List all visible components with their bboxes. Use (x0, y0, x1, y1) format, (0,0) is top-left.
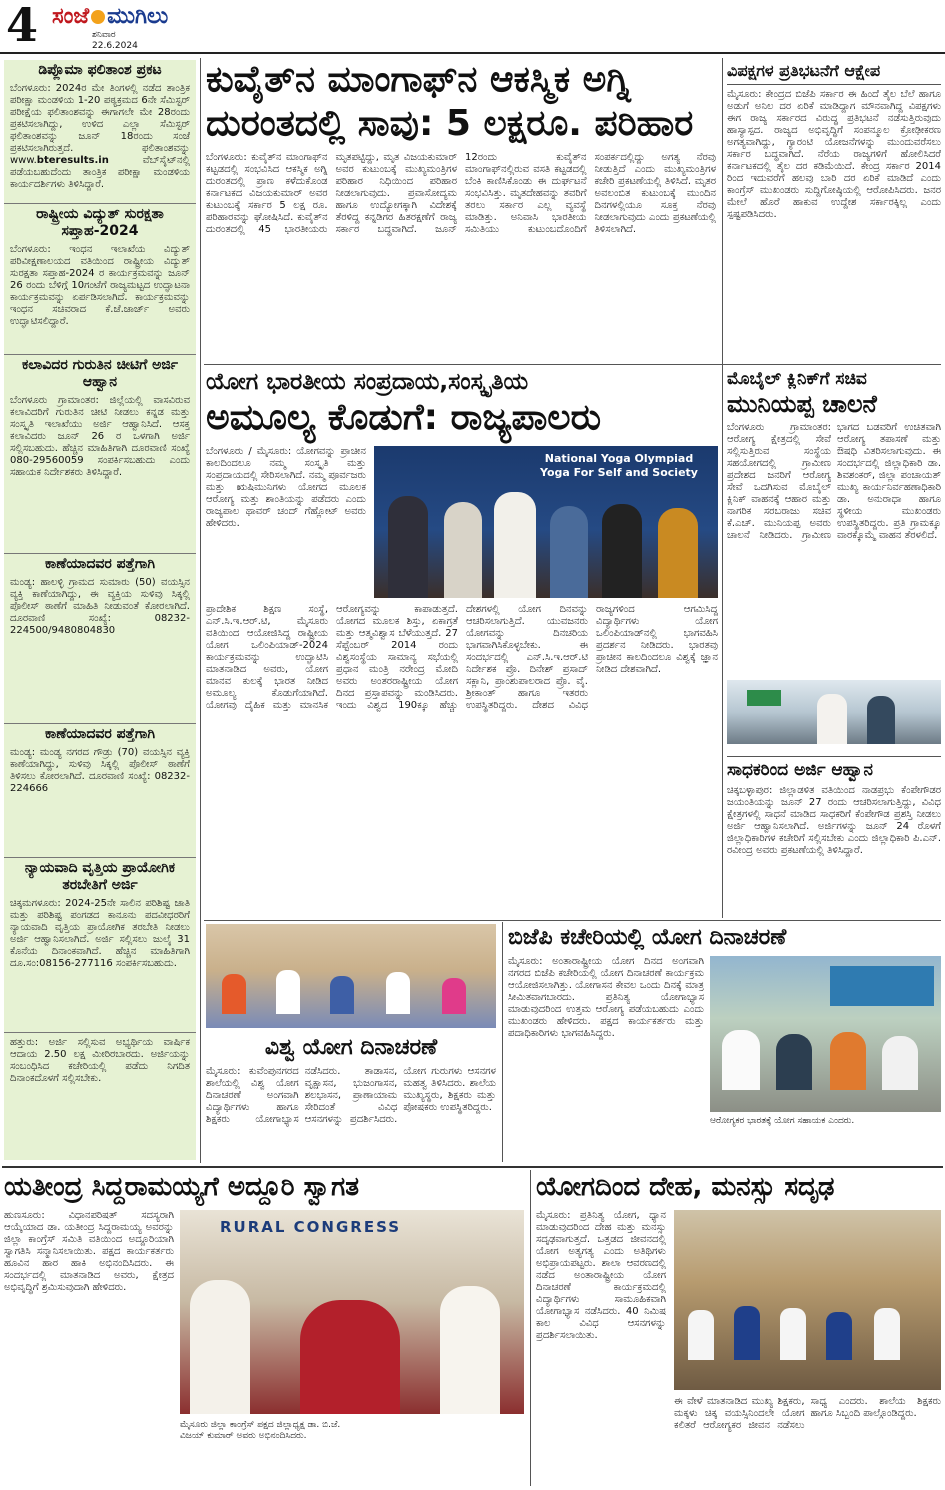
section-rule (204, 920, 941, 921)
student-figure (734, 1306, 760, 1360)
photo-caption: ಮೈಸೂರು ಜಿಲ್ಲಾ ಕಾಂಗ್ರೆಸ್ ಪಕ್ಷದ ಜಿಲ್ಲಾಧ್ಯಕ್ಷ ಡಾ. ಬಿ.ಜೆ. ವಿಜಯ್ ಕುಮಾರ್ ಅವರು ಅಭಿನಂದಿಸಿದರು. (180, 1420, 341, 1441)
notice-body: ಮಂಡ್ಯ: ಮಂಡ್ಯ ನಗರದ ಗೌಡ್ರು (70) ವಯಸ್ಸಿನ ವ್ಯಕ್ತಿ ಕಾಣೆಯಾಗಿದ್ದು, ಸುಳಿವು ಸಿಕ್ಕಲ್ಲಿ ಪೊಲೀಸ್ ಠಾಣೆಗೆ ತಿಳಿಸಲು ಕೋರಲಾಗಿದೆ. ದೂರವಾಣಿ ಸಂಖ್ಯೆ: 08232-224666 (10, 747, 190, 794)
headline: ವಿಪಕ್ಷಗಳ ಪ್ರತಿಭಟನೆಗೆ ಆಕ್ಷೇಪ (727, 60, 941, 85)
person-figure (722, 1030, 760, 1090)
headline: ವಿಶ್ವ ಯೋಗ ದಿನಾಚರಣೆ (264, 1035, 438, 1060)
photo-banner: RURAL CONGRESS (220, 1218, 402, 1236)
results-link[interactable]: bteresults.in (36, 155, 109, 166)
side-story (727, 60, 941, 362)
notice-title: ರಾಷ್ಟ್ರೀಯ ವಿದ್ಯುತ್ ಸುರಕ್ಷತಾ ಸಪ್ತಾಹ-2024 (4, 203, 196, 242)
student-figure (874, 1308, 900, 1360)
person-figure (776, 1034, 812, 1090)
notice-title: ಕಲಾವಿದರ ಗುರುತಿನ ಚೀಟಿಗೆ ಅರ್ಜಿ ಆಹ್ವಾನ (4, 354, 196, 393)
column-rule (722, 58, 723, 918)
notice-title: ಕಾಣೆಯಾದವರ ಪತ್ತೆಗಾಗಿ (4, 553, 196, 575)
student-figure (780, 1308, 806, 1360)
photo-caption: ಆರೋಗ್ಯಕರ ಭಾರತಕ್ಕೆ ಯೋಗ ಸಹಾಯಕ ಎಂದರು. (710, 1116, 855, 1126)
student-figure (688, 1310, 714, 1360)
sun-icon (91, 10, 105, 24)
story-body: ಬೆಂಗಳೂರು ಗ್ರಾಮಾಂತರ: ಆರೋಗ್ಯ ಕ್ಷೇತ್ರದಲ್ಲಿ ಸೇವೆ ಸಲ್ಲಿಸುತ್ತಿರುವ ಸಂಸ್ಥೆಯ ಸಹಯೋಗದಲ್ಲಿ ಗ್ರಾಮೀಣ ಪ್ರದೇಶದ ಜನರಿಗೆ ಆರೋಗ್ಯ ಸೇವೆ ಒದಗಿಸುವ ಮೊಬೈಲ್ ಕ್ಲಿನಿಕ್ ವಾಹನಕ್ಕೆ ಆಹಾರ ಮತ್ತು ನಾಗರಿಕ ಸರಬರಾಜು ಸಚಿವ ಕೆ.ಎಚ್. ಮುನಿಯಪ್ಪ ಅವರು ಚಾಲನೆ ನೀಡಿದರು. ಗ್ರಾಮೀಣ ಭಾಗದ ಬಡವರಿಗೆ ಉಚಿತವಾಗಿ ಆರೋಗ್ಯ ತಪಾಸಣೆ ಮತ್ತು ಔಷಧಿ ವಿತರಿಸಲಾಗುವುದು. ಈ ಸಂದರ್ಭದಲ್ಲಿ ಜಿಲ್ಲಾಧಿಕಾರಿ ಡಾ. ಶಿವಶಂಕರ್, ಜಿಲ್ಲಾ ಪಂಚಾಯತ್ ಮುಖ್ಯ ಕಾರ್ಯನಿರ್ವಹಣಾಧಿಕಾರಿ ಡಾ. ಅನುರಾಧಾ ಹಾಗೂ ಸ್ಥಳೀಯ ಮುಖಂಡರು ಉಪಸ್ಥಿತರಿದ್ದರು. ಪ್ರತಿ ಗ್ರಾಮಕ್ಕೂ ವಾರಕ್ಕೊಮ್ಮೆ ವಾಹನ ತೆರಳಲಿದೆ. (727, 422, 941, 541)
page-number: 4 (6, 0, 39, 52)
notice-body: ಮಂಡ್ಯ: ಹಾಲಳ್ಳಿ ಗ್ರಾಮದ ಸುಮಾರು (50) ವಯಸ್ಸಿನ ವ್ಯಕ್ತಿ ಕಾಣೆಯಾಗಿದ್ದು, ಈ ವ್ಯಕ್ತಿಯ ಸುಳಿವು ಸಿಕ್ಕಲ್ಲಿ ಪೊಲೀಸ್ ಠಾಣೆಗೆ ಮಾಹಿತಿ ನೀಡುವಂತೆ ಕೋರಲಾಗಿದೆ. ದೂರವಾಣಿ ಸಂಖ್ಯೆ: 08232-224500/9480804830 (10, 577, 190, 636)
person-figure (190, 1280, 250, 1414)
headline: ದುರಂತದಲ್ಲಿ ಸಾವು: 5 ಲಕ್ಷರೂ. ಪರಿಹಾರ (206, 103, 694, 144)
student-figure (276, 970, 300, 1014)
notice-body: ಹತ್ತುರು: ಅರ್ಜಿ ಸಲ್ಲಿಸುವ ಅಭ್ಯರ್ಥಿಯ ವಾರ್ಷಿಕ ಆದಾಯ 2.50 ಲಕ್ಷ ಮೀರಿರಬಾರದು. ಅರ್ಜಿಯನ್ನು ಸಂಬಂಧಿಸಿದ ಕಚೇರಿಯಲ್ಲಿ ಪಡೆದು ನಿಗದಿತ ದಿನಾಂಕದೊಳಗೆ ಸಲ್ಲಿಸಬೇಕು. (4, 1032, 196, 1135)
minister-flagoff-photo (727, 680, 941, 744)
student-figure (826, 1312, 852, 1360)
lead-story (206, 58, 716, 358)
issue-meta (92, 30, 138, 52)
students-yoga-photo (674, 1210, 941, 1390)
story-body: ಬೆಂಗಳೂರು: ಕುವೈತ್‌ನ ಮಾಂಗಾಫ್‌ನ ಕಟ್ಟಡದಲ್ಲಿ ಸಂಭವಿಸಿದ ಆಕಸ್ಮಿಕ ಅಗ್ನಿ ದುರಂತದಲ್ಲಿ ಪ್ರಾಣ ಕಳೆದುಕೊಂಡ ಕರ್ನಾಟಕದ ವಿಜಯಕುಮಾರ್ ಅವರ ಕುಟುಂಬಕ್ಕೆ ಸರ್ಕಾರ 5 ಲಕ್ಷ ರೂ. ಪರಿಹಾರವನ್ನು ಘೋಷಿಸಿದೆ. ಕುವೈತ್‌ನ ದುರಂತದಲ್ಲಿ 45 ಭಾರತೀಯರು ಮೃತಪಟ್ಟಿದ್ದು, ಮೃತ ವಿಜಯಕುಮಾರ್ ಅವರ ಕುಟುಂಬಕ್ಕೆ ಮುಖ್ಯಮಂತ್ರಿಗಳ ಪರಿಹಾರ ನಿಧಿಯಿಂದ ಪರಿಹಾರ ನೀಡಲಾಗುವುದು. ಪ್ರವಾಸೋದ್ಯಮ ಹಾಗೂ ಉದ್ಯೋಗಕ್ಕಾಗಿ ವಿದೇಶಕ್ಕೆ ತೆರಳಿದ್ದ ಕನ್ನಡಿಗರ ಹಿತರಕ್ಷಣೆಗೆ ರಾಜ್ಯ ಸರ್ಕಾರ ಬದ್ಧವಾಗಿದೆ. ಜೂನ್ 12ರಂದು ಕುವೈತ್‌ನ ಮಾಂಗಾಫ್‌ನಲ್ಲಿರುವ ವಸತಿ ಕಟ್ಟಡದಲ್ಲಿ ಬೆಂಕಿ ಕಾಣಿಸಿಕೊಂಡು ಈ ದುರ್ಘಟನೆ ಸಂಭವಿಸಿತ್ತು. ಮೃತದೇಹವನ್ನು ತವರಿಗೆ ತರಲು ಸರ್ಕಾರ ಎಲ್ಲ ವ್ಯವಸ್ಥೆ ಮಾಡಿತ್ತು. ಅನಿವಾಸಿ ಭಾರತೀಯ ಸಮಿತಿಯು ಕುಟುಂಬದೊಂದಿಗೆ ಸಂಪರ್ಕದಲ್ಲಿದ್ದು ಅಗತ್ಯ ನೆರವು ನೀಡುತ್ತಿದೆ ಎಂದು ಮುಖ್ಯಮಂತ್ರಿಗಳ ಕಚೇರಿ ಪ್ರಕಟಣೆಯಲ್ಲಿ ತಿಳಿಸಿದೆ. ಮೃತರ ಅವಲಂಬಿತ ಕುಟುಂಬಕ್ಕೆ ಮುಂದಿನ ದಿನಗಳಲ್ಲಿಯೂ ಸೂಕ್ತ ನೆರವು ನೀಡಲಾಗುವುದು ಎಂದು ಪ್ರಕಟಣೆಯಲ್ಲಿ ತಿಳಿಸಲಾಗಿದೆ. (206, 152, 716, 235)
story-body: ಮೈಸೂರು: ಕುವೆಂಪುನಗರದ ಶಾಲೆಯಲ್ಲಿ ವಿಶ್ವ ಯೋಗ ದಿನಾಚರಣೆ ಅಂಗವಾಗಿ ವಿದ್ಯಾರ್ಥಿಗಳು ಹಾಗೂ ಶಿಕ್ಷಕರು ಯೋಗಾಭ್ಯಾಸ ನಡೆಸಿದರು. ತಾಡಾಸನ, ವೃಕ್ಷಾಸನ, ಭುಜಂಗಾಸನ, ಶಲಭಾಸನ, ಪ್ರಾಣಾಯಾಮ ಸೇರಿದಂತೆ ವಿವಿಧ ಆಸನಗಳನ್ನು ಪ್ರದರ್ಶಿಸಿದರು. ಯೋಗ ಗುರುಗಳು ಆಸನಗಳ ಮಹತ್ವ ತಿಳಿಸಿದರು. ಶಾಲೆಯ ಮುಖ್ಯಸ್ಥರು, ಶಿಕ್ಷಕರು ಮತ್ತು ಪೋಷಕರು ಉಪಸ್ಥಿತರಿದ್ದರು. (206, 1066, 496, 1125)
bjp-yoga-day-story (508, 924, 941, 1162)
headline: ಬಿಜೆಪಿ ಕಚೇರಿಯಲ್ಲಿ ಯೋಗ ದಿನಾಚರಣೆ (508, 925, 787, 950)
student-figure (386, 972, 410, 1014)
mobile-clinic-story (727, 368, 941, 748)
story-body: ಹುಣಸೂರು: ವಿಧಾನಪರಿಷತ್ ಸದಸ್ಯರಾಗಿ ಆಯ್ಕೆಯಾದ ಡಾ. ಯತೀಂದ್ರ ಸಿದ್ದರಾಮಯ್ಯ ಅವರನ್ನು ಜಿಲ್ಲಾ ಕಾಂಗ್ರೆಸ್ ಸಮಿತಿ ವತಿಯಿಂದ ಅದ್ದೂರಿಯಾಗಿ ಸ್ವಾಗತಿಸಿ ಸನ್ಮಾನಿಸಲಾಯಿತು. ಪಕ್ಷದ ಕಾರ್ಯಕರ್ತರು ಹೂವಿನ ಹಾರ ಹಾಕಿ ಅಭಿನಂದಿಸಿದರು. ಈ ಸಂದರ್ಭದಲ್ಲಿ ಮಾತನಾಡಿದ ಅವರು, ಕ್ಷೇತ್ರದ ಅಭಿವೃದ್ಧಿಗೆ ಶ್ರಮಿಸುವುದಾಗಿ ಹೇಳಿದರು. (4, 1210, 174, 1293)
masthead (0, 0, 945, 54)
column-rule (502, 922, 503, 1162)
section-rule (204, 364, 941, 365)
story-body: ಚಿಕ್ಕಬಳ್ಳಾಪುರ: ಜಿಲ್ಲಾಡಳಿತ ವತಿಯಿಂದ ನಾಡಪ್ರಭು ಕೆಂಪೇಗೌಡರ ಜಯಂತಿಯನ್ನು ಜೂನ್ 27 ರಂದು ಆಚರಿಸಲಾಗುತ್ತಿದ್ದು, ವಿವಿಧ ಕ್ಷೇತ್ರಗಳಲ್ಲಿ ಸಾಧನೆ ಮಾಡಿದ ಸಾಧಕರಿಗೆ ಕೆಂಪೇಗೌಡ ಪ್ರಶಸ್ತಿ ನೀಡಲು ಅರ್ಜಿ ಆಹ್ವಾನಿಸಲಾಗಿದೆ. ಅರ್ಜಿಗಳನ್ನು ಜೂನ್ 24 ರೊಳಗೆ ಜಿಲ್ಲಾಧಿಕಾರಿಗಳ ಕಚೇರಿಗೆ ಸಲ್ಲಿಸಬೇಕು ಎಂದು ಜಿಲ್ಲಾಧಿಕಾರಿ ಪಿ.ಎನ್. ರವೀಂದ್ರ ಅವರು ಪ್ರಕಟಣೆಯಲ್ಲಿ ತಿಳಿಸಿದ್ದಾರೆ. (727, 785, 941, 856)
notice-title: ಡಿಪ್ಲೊಮಾ ಫಲಿತಾಂಶ ಪ್ರಕಟ (38, 62, 162, 78)
achievers-application-story (727, 756, 941, 916)
headline: ಯತೀಂದ್ರ ಸಿದ್ದರಾಮಯ್ಯಗೆ ಅದ್ದೂರಿ ಸ್ವಾಗತ (4, 1172, 359, 1202)
person-figure (602, 504, 642, 598)
school-yoga-photo (206, 924, 496, 1028)
person-figure (882, 1036, 918, 1090)
photo-banner (524, 452, 714, 480)
flag-shape (747, 690, 781, 706)
banner-line: National Yoga Olympiad (544, 452, 694, 465)
notice-body (4, 81, 196, 203)
notice-body: ಬೆಂಗಳೂರು: ಇಂಧನ ಇಲಾಖೆಯ ವಿದ್ಯುತ್ ಪರಿವೀಕ್ಷಣಾಲಯದ ವತಿಯಿಂದ ರಾಷ್ಟ್ರೀಯ ವಿದ್ಯುತ್ ಸುರಕ್ಷತಾ ಸಪ್ತಾಹ-2024 ರ ಕಾರ್ಯಕ್ರಮವನ್ನು ಜೂನ್ 26 ರಂದು ಬೆಳಿಗ್ಗೆ 10ಗಂಟೆಗೆ ರಾಜ್ಯಮಟ್ಟದ ಉದ್ಘಾಟನಾ ಕಾರ್ಯಕ್ರಮವನ್ನು ಏರ್ಪಡಿಸಲಾಗಿದೆ. ಕಾರ್ಯಕ್ರಮವನ್ನು ಇಂಧನ ಸಚಿವರಾದ ಕೆ.ಜೆ.ಜಾರ್ಜ್ ಅವರು ಉದ್ಘಾಟಿಸಲಿದ್ದಾರೆ. (10, 244, 190, 327)
brand-part1: ಸಂಜೆ (52, 4, 90, 29)
notice-body: ಬೆಂಗಳೂರು ಗ್ರಾಮಾಂತರ: ಜಿಲ್ಲೆಯಲ್ಲಿ ವಾಸವಿರುವ ಕಲಾವಿದರಿಗೆ ಗುರುತಿನ ಚೀಟಿ ನೀಡಲು ಕನ್ನಡ ಮತ್ತು ಸಂಸ್ಕೃತಿ ಇಲಾಖೆಯು ಅರ್ಜಿ ಆಹ್ವಾನಿಸಿದೆ. ಆಸಕ್ತ ಕಲಾವಿದರು ಜೂನ್ 26 ರ ಒಳಗಾಗಿ ಅರ್ಜಿ ಸಲ್ಲಿಸಬಹುದು. ಹೆಚ್ಚಿನ ಮಾಹಿತಿಗಾಗಿ ದೂರವಾಣಿ ಸಂಖ್ಯೆ 080-29560059 ಸಂಪರ್ಕಿಸಬಹುದು ಎಂದು ಸಹಾಯಕ ನಿರ್ದೇಶಕರು ತಿಳಿಸಿದ್ದಾರೆ. (10, 395, 190, 478)
story-body: ಈ ವೇಳೆ ಮಾತನಾಡಿದ ಮುಖ್ಯ ಶಿಕ್ಷಕರು, ಮಕ್ಕಳು ಚಿಕ್ಕ ವಯಸ್ಸಿನಿಂದಲೇ ಯೋಗ ಕಲಿತರೆ ಆರೋಗ್ಯಕರ ಜೀವನ ನಡೆಸಲು ಸಾಧ್ಯ ಎಂದರು. ಶಾಲೆಯ ಶಿಕ್ಷಕರು ಹಾಗೂ ಸಿಬ್ಬಂದಿ ಪಾಲ್ಗೊಂಡಿದ್ದರು. (674, 1396, 941, 1431)
sidebar-notices (4, 60, 196, 1160)
story-body: ಪ್ರಾದೇಶಿಕ ಶಿಕ್ಷಣ ಸಂಸ್ಥೆ, ಎನ್.ಸಿ.ಇ.ಆರ್.ಟಿ, ಮೈಸೂರು ವತಿಯಿಂದ ಆಯೋಜಿಸಿದ್ದ ರಾಷ್ಟ್ರೀಯ ಯೋಗ ಒಲಿಂಪಿಯಾಡ್-2024 ಕಾರ್ಯಕ್ರಮವನ್ನು ಉದ್ಘಾಟಿಸಿ ಮಾತನಾಡಿದ ಅವರು, ಯೋಗ ಮಾನವ ಕುಲಕ್ಕೆ ಭಾರತ ನೀಡಿದ ಅಮೂಲ್ಯ ಕೊಡುಗೆಯಾಗಿದೆ. ಯೋಗವು ದೈಹಿಕ ಮತ್ತು ಮಾನಸಿಕ ಆರೋಗ್ಯವನ್ನು ಕಾಪಾಡುತ್ತದೆ. ಯೋಗದ ಮೂಲಕ ಶಿಸ್ತು, ಏಕಾಗ್ರತೆ ಮತ್ತು ಆತ್ಮವಿಶ್ವಾಸ ಬೆಳೆಯುತ್ತದೆ. 27 ಸೆಪ್ಟೆಂಬರ್ 2014 ರಂದು ವಿಶ್ವಸಂಸ್ಥೆಯ ಸಾಮಾನ್ಯ ಸಭೆಯಲ್ಲಿ ಪ್ರಧಾನ ಮಂತ್ರಿ ನರೇಂದ್ರ ಮೋದಿ ಅವರು ಅಂತರರಾಷ್ಟ್ರೀಯ ಯೋಗ ದಿನದ ಪ್ರಸ್ತಾಪವನ್ನು ಮಂಡಿಸಿದರು. ಇಂದು ವಿಶ್ವದ 190ಕ್ಕೂ ಹೆಚ್ಚು ದೇಶಗಳಲ್ಲಿ ಯೋಗ ದಿನವನ್ನು ಆಚರಿಸಲಾಗುತ್ತಿದೆ. ಯುವಜನರು ಯೋಗವನ್ನು ದಿನಚರಿಯ ಭಾಗವಾಗಿಸಿಕೊಳ್ಳಬೇಕು. ಈ ಸಂದರ್ಭದಲ್ಲಿ ಎನ್.ಸಿ.ಇ.ಆರ್.ಟಿ ನಿರ್ದೇಶಕ ಪ್ರೊ. ದಿನೇಶ್ ಪ್ರಸಾದ್ ಸಕ್ಲಾನಿ, ಪ್ರಾಂಶುಪಾಲರಾದ ಪ್ರೊ. ವೈ. ಶ್ರೀಕಾಂತ್ ಹಾಗೂ ಇತರರು ಉಪಸ್ಥಿತರಿದ್ದರು. ದೇಶದ ವಿವಿಧ ರಾಜ್ಯಗಳಿಂದ ಆಗಮಿಸಿದ್ದ ವಿದ್ಯಾರ್ಥಿಗಳು ಯೋಗ ಒಲಿಂಪಿಯಾಡ್‌ನಲ್ಲಿ ಭಾಗವಹಿಸಿ ಪ್ರದರ್ಶನ ನೀಡಿದರು. ಭಾರತವು ಪ್ರಾಚೀನ ಕಾಲದಿಂದಲೂ ವಿಶ್ವಕ್ಕೆ ಜ್ಞಾನ ನೀಡಿದ ದೇಶವಾಗಿದೆ. (206, 604, 718, 711)
brand-part2: ಮುಗಿಲು (107, 4, 169, 29)
person-figure (550, 506, 588, 598)
newspaper-logo (52, 4, 168, 29)
yoga-governor-story (206, 368, 718, 908)
banner-shape (830, 966, 934, 1006)
yoga-body-mind-story (536, 1170, 941, 1486)
person-figure (444, 502, 482, 598)
headline: ಕುವೈತ್‌ನ ಮಾಂಗಾಫ್‌ನ ಆಕಸ್ಮಿಕ ಅಗ್ನಿ (206, 59, 631, 100)
student-figure (442, 978, 466, 1014)
banner-line: Yoga For Self and Society (540, 466, 698, 479)
person-figure (440, 1286, 500, 1414)
student-figure (222, 974, 246, 1014)
section-rule (2, 1166, 943, 1168)
person-figure (658, 508, 698, 598)
headline: ಮುನಿಯಪ್ಪ ಚಾಲನೆ (727, 390, 877, 418)
story-body: ಮೈಸೂರು: ಪ್ರತಿನಿತ್ಯ ಯೋಗ, ಧ್ಯಾನ ಮಾಡುವುದರಿಂದ ದೇಹ ಮತ್ತು ಮನಸ್ಸು ಸದೃಢವಾಗುತ್ತದೆ. ಒತ್ತಡದ ಜೀವನದಲ್ಲಿ ಯೋಗ ಅತ್ಯಗತ್ಯ ಎಂದು ಅತಿಥಿಗಳು ಅಭಿಪ್ರಾಯಪಟ್ಟರು. ಶಾಲಾ ಆವರಣದಲ್ಲಿ ನಡೆದ ಅಂತಾರಾಷ್ಟ್ರೀಯ ಯೋಗ ದಿನಾಚರಣೆ ಕಾರ್ಯಕ್ರಮದಲ್ಲಿ ವಿದ್ಯಾರ್ಥಿಗಳು ಸಾಮೂಹಿಕವಾಗಿ ಯೋಗಾಭ್ಯಾಸ ನಡೆಸಿದರು. 40 ನಿಮಿಷ ಕಾಲ ವಿವಿಧ ಆಸನಗಳನ್ನು ಪ್ರದರ್ಶಿಸಲಾಯಿತು. (536, 1210, 666, 1341)
person-figure (494, 492, 536, 598)
issue-date: 22.6.2024 (92, 41, 138, 51)
flower-garland (300, 1300, 400, 1414)
notice-title: ನ್ಯಾಯವಾದಿ ವೃತ್ತಿಯ ಪ್ರಾಯೋಗಿಕ ತರಬೇತಿಗೆ ಅರ್ಜಿ (4, 857, 196, 896)
story-body: ಮೈಸೂರು: ಕೇಂದ್ರದ ಬಿಜೆಪಿ ಸರ್ಕಾರ ಈ ಹಿಂದೆ ತೈಲ ಬೆಲೆ ಹಾಗೂ ಅಡುಗೆ ಅನಿಲ ದರ ಏರಿಕೆ ಮಾಡಿದ್ದಾಗ ಮೌನವಾಗಿದ್ದ ವಿಪಕ್ಷಗಳು ಈಗ ರಾಜ್ಯ ಸರ್ಕಾರದ ವಿರುದ್ಧ ಪ್ರತಿಭಟನೆ ನಡೆಸುತ್ತಿರುವುದು ಹಾಸ್ಯಾಸ್ಪದ. ರಾಜ್ಯದ ಅಭಿವೃದ್ಧಿಗೆ ಸಂಪನ್ಮೂಲ ಕ್ರೋಢೀಕರಣ ಅಗತ್ಯವಾಗಿದ್ದು, ಗ್ಯಾರಂಟಿ ಯೋಜನೆಗಳನ್ನು ಮುಂದುವರೆಸಲು ಸರ್ಕಾರ ಬದ್ಧವಾಗಿದೆ. ನೆರೆಯ ರಾಜ್ಯಗಳಿಗೆ ಹೋಲಿಸಿದರೆ ಕರ್ನಾಟಕದಲ್ಲಿ ತೈಲ ದರ ಕಡಿಮೆಯಿದೆ. ಕೇಂದ್ರ ಸರ್ಕಾರ 2014 ರಿಂದ ಇದುವರೆಗೆ ಹಲವು ಬಾರಿ ದರ ಏರಿಕೆ ಮಾಡಿದೆ ಎಂದು ಕಾಂಗ್ರೆಸ್ ಮುಖಂಡರು ಸುದ್ದಿಗೋಷ್ಠಿಯಲ್ಲಿ ಆರೋಪಿಸಿದರು. ಜನರ ಮೇಲೆ ಹೊರೆ ಹಾಕುವ ಉದ್ದೇಶ ಸರ್ಕಾರಕ್ಕಿಲ್ಲ ಎಂದು ಸ್ಪಷ್ಟಪಡಿಸಿದರು. (727, 89, 941, 220)
headline: ಯೋಗ ಭಾರತೀಯ ಸಂಪ್ರದಾಯ,ಸಂಸ್ಕೃತಿಯ (206, 369, 529, 395)
headline: ಯೋಗದಿಂದ ದೇಹ, ಮನಸ್ಸು ಸದೃಢ (536, 1172, 835, 1202)
notice-text: ಬೆಂಗಳೂರು: 2024ರ ಮೇ ತಿಂಗಳಲ್ಲಿ ನಡೆದ ತಾಂತ್ರಿಕ ಪರೀಕ್ಷಾ ಮಂಡಳಿಯ 1-20 ಪಠ್ಯಕ್ರಮದ 6ನೇ ಸೆಮಿಸ್ಟರ್ ಪರೀಕ್ಷೆಯ ಫಲಿತಾಂಶವನ್ನು ಈಗಾಗಲೇ ಮೇ 28ರಂದು ಪ್ರಕಟಿಸಲಾಗಿದ್ದು, ಉಳಿದ ಎಲ್ಲಾ ಸೆಮಿಸ್ಟರ್ ಫಲಿತಾಂಶವನ್ನು ಜೂನ್ 18ರಂದು ಸಂಜೆ ಪ್ರಕಟಿಸಲಾಗಿರುತ್ತದೆ. ಫಲಿತಾಂಶವನ್ನು www. (10, 83, 190, 166)
person-figure (388, 496, 428, 598)
governor-yoga-photo (374, 446, 718, 598)
issue-day: ಶನಿವಾರ (92, 30, 116, 40)
bjp-yoga-photo (710, 956, 941, 1112)
column-rule (530, 1170, 531, 1486)
welcome-photo (180, 1210, 524, 1414)
headline: ಅಮೂಲ್ಯ ಕೊಡುಗೆ: ರಾಜ್ಯಪಾಲರು (206, 397, 602, 438)
column-rule (200, 58, 201, 1163)
person-figure (830, 1032, 866, 1090)
headline: ಮೊಬೈಲ್ ಕ್ಲಿನಿಕ್‌ಗೆ ಸಚಿವ (727, 369, 867, 389)
person-figure (867, 696, 895, 744)
student-figure (330, 976, 354, 1014)
yathindra-welcome-story (4, 1170, 524, 1486)
notice-body: ಚಿಕ್ಕಮಗಳೂರು: 2024-25ನೇ ಸಾಲಿನ ಪರಿಶಿಷ್ಟ ಜಾತಿ ಮತ್ತು ಪರಿಶಿಷ್ಟ ಪಂಗಡದ ಕಾನೂನು ಪದವೀಧರರಿಗೆ ನ್ಯಾಯವಾದಿ ವೃತ್ತಿಯ ಪ್ರಾಯೋಗಿಕ ತರಬೇತಿ ನೀಡಲು ಅರ್ಜಿ ಆಹ್ವಾನಿಸಲಾಗಿದೆ. ಅರ್ಜಿ ಸಲ್ಲಿಸಲು ಜುಲೈ 31 ಕೊನೆಯ ದಿನಾಂಕವಾಗಿದೆ. ಹೆಚ್ಚಿನ ಮಾಹಿತಿಗಾಗಿ ದೂ.ಸಂ:08156-277116 ಸಂಪರ್ಕಿಸಬಹುದು. (10, 898, 190, 969)
headline: ಸಾಧಕರಿಂದ ಅರ್ಜಿ ಆಹ್ವಾನ (727, 760, 873, 780)
person-figure (817, 694, 847, 744)
notice-text: ವೆಬ್‌ಸೈಟ್‌ನಲ್ಲಿ ಪಡೆಯಬಹುದೆಂದು ತಾಂತ್ರಿಕ ಪರೀಕ್ಷಾ ಮಂಡಳಿಯ ಕಾರ್ಯದರ್ಶಿಗಳು ತಿಳಿಸಿದ್ದಾರೆ. (10, 155, 190, 190)
world-yoga-day-story (206, 924, 496, 1162)
notice-title: ಕಾಣೆಯಾದವರ ಪತ್ತೆಗಾಗಿ (4, 723, 196, 745)
story-body: ಮೈಸೂರು: ಅಂತಾರಾಷ್ಟ್ರೀಯ ಯೋಗ ದಿನದ ಅಂಗವಾಗಿ ನಗರದ ಬಿಜೆಪಿ ಕಚೇರಿಯಲ್ಲಿ ಯೋಗ ದಿನಾಚರಣೆ ಕಾರ್ಯಕ್ರಮ ಆಯೋಜಿಸಲಾಗಿತ್ತು. ಯೋಗಾಸನ ಕೇವಲ ಒಂದು ದಿನಕ್ಕೆ ಮಾತ್ರ ಸೀಮಿತವಾಗಬಾರದು. ಪ್ರತಿನಿತ್ಯ ಯೋಗಾಭ್ಯಾಸ ಮಾಡುವುದರಿಂದ ಉತ್ತಮ ಆರೋಗ್ಯ ಪಡೆಯಬಹುದು ಎಂದು ಮುಖಂಡರು ಹೇಳಿದರು. ಪಕ್ಷದ ಕಾರ್ಯಕರ್ತರು ಮತ್ತು ಪದಾಧಿಕಾರಿಗಳು ಭಾಗವಹಿಸಿದ್ದರು. (508, 956, 704, 1039)
story-lead: ಬೆಂಗಳೂರು / ಮೈಸೂರು: ಯೋಗವನ್ನು ಪ್ರಾಚೀನ ಕಾಲದಿಂದಲೂ ನಮ್ಮ ಸಂಸ್ಕೃತಿ ಮತ್ತು ಸಂಪ್ರದಾಯದಲ್ಲಿ ಸೇರಿಸಲಾಗಿದೆ. ನಮ್ಮ ಪೂರ್ವಜರು ಮತ್ತು ಋಷಿಮುನಿಗಳು ಯೋಗದ ಮೂಲಕ ಆರೋಗ್ಯ ಮತ್ತು ಶಾಂತಿಯನ್ನು ಪಡೆದರು ಎಂದು ರಾಜ್ಯಪಾಲ ಥಾವರ್ ಚಂದ್ ಗೆಹ್ಲೋಟ್ ಅವರು ಹೇಳಿದರು. (206, 446, 366, 529)
